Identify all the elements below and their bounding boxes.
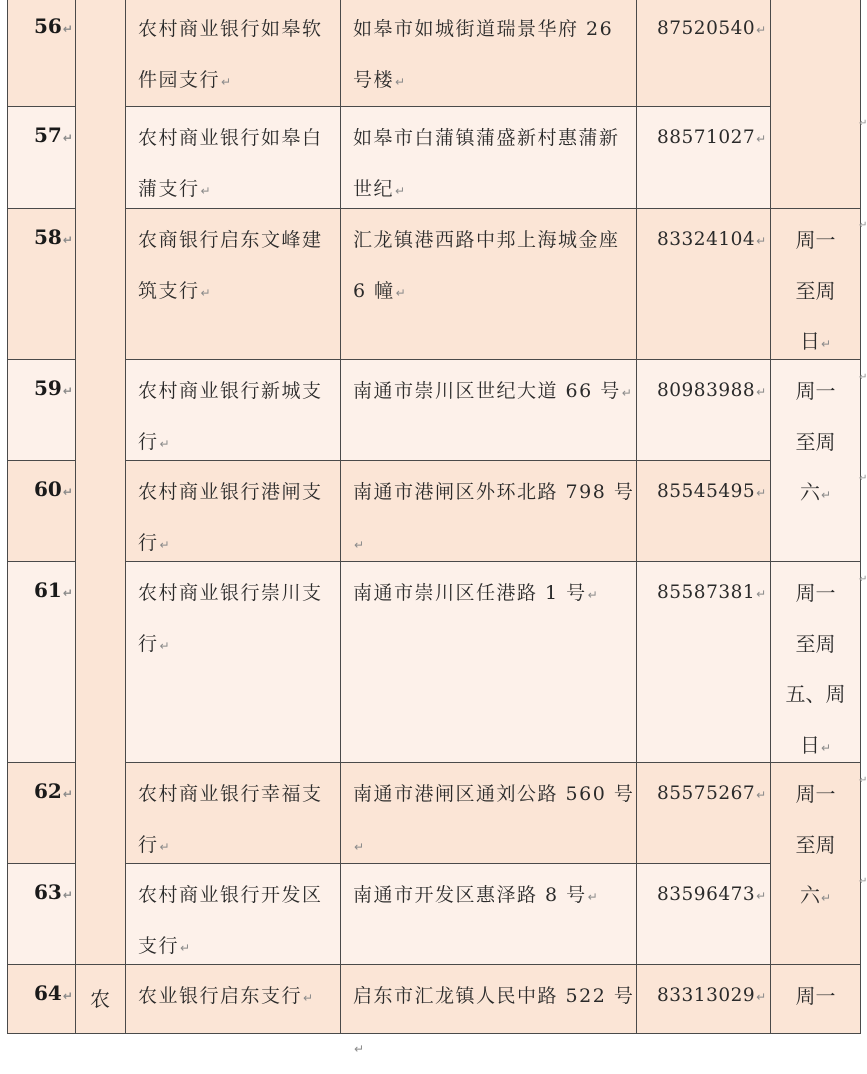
branch-name: 农村商业银行崇川支 行↵ <box>125 561 341 763</box>
hours-cell: 周一 至周 六↵ <box>770 359 861 562</box>
branch-address: 南通市港闸区通刘公路 560 号↵ <box>340 762 637 864</box>
branch-phone: 85587381↵ <box>636 561 771 763</box>
branch-phone: 80983988↵ <box>636 359 771 461</box>
hours-cell: 周一 至周 五、周 日↵ <box>770 561 861 763</box>
hours-cell <box>770 0 861 209</box>
row-number: 61↵ <box>7 561 76 763</box>
hours-cell: 周一 至周 六↵ <box>770 762 861 965</box>
branch-phone: 83324104↵ <box>636 208 771 360</box>
branch-phone: 87520540↵ <box>636 0 771 107</box>
category-cell: 农 <box>75 964 126 1034</box>
row-end-mark: ↵ <box>859 574 867 585</box>
branch-address: 南通市崇川区世纪大道 66 号↵ <box>340 359 637 461</box>
row-end-mark: ↵ <box>859 473 867 484</box>
branch-address: 南通市崇川区任港路 1 号↵ <box>340 561 637 763</box>
category-cell <box>75 0 126 965</box>
branch-address: 如皋市白蒲镇蒲盛新村惠蒲新 世纪↵ <box>340 106 637 209</box>
row-number: 56↵ <box>7 0 76 107</box>
branch-name: 农村商业银行开发区 支行↵ <box>125 863 341 965</box>
row-end-mark: ↵ <box>859 775 867 786</box>
row-number: 57↵ <box>7 106 76 209</box>
branch-name: 农商银行启东文峰建 筑支行↵ <box>125 208 341 360</box>
branch-name: 农村商业银行如皋白 蒲支行↵ <box>125 106 341 209</box>
branch-phone: 88571027↵ <box>636 106 771 209</box>
branch-address: 南通市开发区惠泽路 8 号↵ <box>340 863 637 965</box>
row-number: 62↵ <box>7 762 76 864</box>
branch-name: 农村商业银行如皋软 件园支行↵ <box>125 0 341 107</box>
row-number: 58↵ <box>7 208 76 360</box>
branch-address: 如皋市如城街道瑞景华府 26 号楼↵ <box>340 0 637 107</box>
branch-name: 农村商业银行幸福支 行↵ <box>125 762 341 864</box>
row-number: 60↵ <box>7 460 76 562</box>
branch-name: 农村商业银行新城支 行↵ <box>125 359 341 461</box>
branch-phone: 85575267↵ <box>636 762 771 864</box>
row-end-mark: ↵ <box>859 118 867 129</box>
row-end-mark: ↵ <box>859 372 867 383</box>
branch-phone: 85545495↵ <box>636 460 771 562</box>
row-end-mark: ↵ <box>859 876 867 887</box>
branch-phone: 83596473↵ <box>636 863 771 965</box>
row-number: 64↵ <box>7 964 76 1034</box>
branch-address: 汇龙镇港西路中邦上海城金座 6 幢↵ <box>340 208 637 360</box>
branch-name: 农村商业银行港闸支 行↵ <box>125 460 341 562</box>
row-end-mark: ↵ <box>859 220 867 231</box>
branch-address: 南通市港闸区外环北路 798 号↵ <box>340 460 637 562</box>
branch-phone: 83313029↵ <box>636 964 771 1034</box>
row-number: 59↵ <box>7 359 76 461</box>
branch-name: 农业银行启东支行↵ <box>125 964 341 1034</box>
branch-address: 启东市汇龙镇人民中路 522 号↵ <box>340 964 637 1034</box>
hours-cell: 周一 <box>770 964 861 1034</box>
row-number: 63↵ <box>7 863 76 965</box>
hours-cell: 周一 至周 日↵ <box>770 208 861 360</box>
